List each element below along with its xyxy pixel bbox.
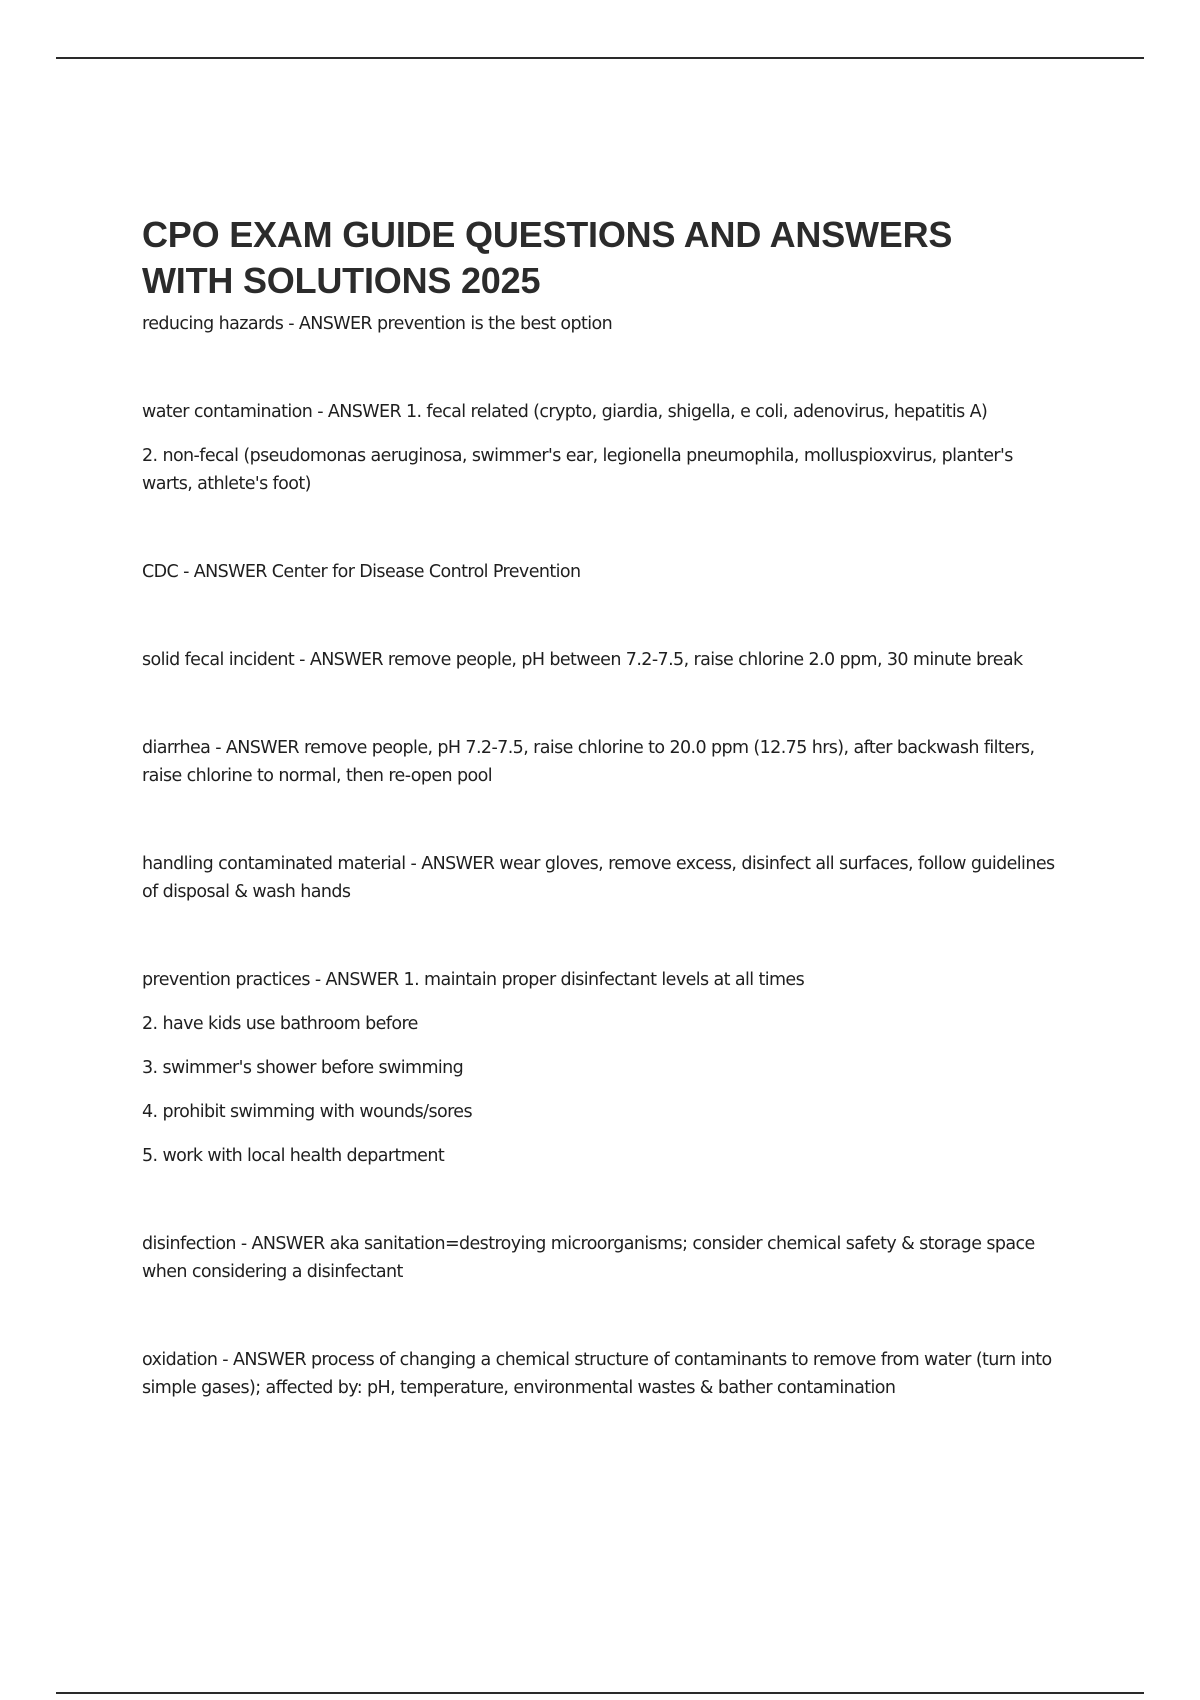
document-title (142, 212, 1062, 304)
entry-water-contamination: water contamination - ANSWER 1. fecal related (crypto, giardia, shigella, e coli, adenovirus, hepatitis A) (142, 402, 988, 422)
entry-handling-contaminated-material: handling contaminated material - ANSWER wear gloves, remove excess, disinfect all surfaces, follow guidelines of disposal & wash hands (142, 854, 1055, 902)
entry-water-contamination-cont: 2. non-fecal (pseudomonas aeruginosa, swimmer's ear, legionella pneumophila, molluspioxvirus, planter's warts, athlete's foot) (142, 446, 1013, 494)
entry-reducing-hazards: reducing hazards - ANSWER prevention is the best option (142, 314, 613, 334)
entry-prevention-item-3: 3. swimmer's shower before swimming (142, 1058, 464, 1078)
top-rule (56, 57, 1144, 59)
document-page (142, 212, 1062, 1402)
entry-cdc: CDC - ANSWER Center for Disease Control Prevention (142, 562, 581, 582)
entry-prevention-item-4: 4. prohibit swimming with wounds/sores (142, 1102, 472, 1122)
entry-solid-fecal-incident: solid fecal incident - ANSWER remove people, pH between 7.2-7.5, raise chlorine 2.0 ppm, 30 minute break (142, 650, 1023, 670)
entry-prevention-item-5: 5. work with local health department (142, 1146, 445, 1166)
title-line-1: CPO EXAM GUIDE QUESTIONS AND ANSWERS (142, 214, 953, 255)
entry-disinfection: disinfection - ANSWER aka sanitation=destroying microorganisms; consider chemical safety & storage space when considering a disinfectant (142, 1234, 1035, 1282)
entry-prevention-item-2: 2. have kids use bathroom before (142, 1014, 418, 1034)
entry-oxidation: oxidation - ANSWER process of changing a chemical structure of contaminants to remove from water (turn into simple gases); affected by: pH, temperature, environmental wastes & bather contamination (142, 1350, 1052, 1398)
entry-diarrhea: diarrhea - ANSWER remove people, pH 7.2-7.5, raise chlorine to 20.0 ppm (12.75 hrs), after backwash filters, raise chlorine to normal, then re-open pool (142, 738, 1035, 786)
title-line-2: WITH SOLUTIONS 2025 (142, 260, 541, 301)
bottom-rule (56, 1692, 1144, 1694)
entry-prevention-practices: prevention practices - ANSWER 1. maintain proper disinfectant levels at all times (142, 970, 805, 990)
